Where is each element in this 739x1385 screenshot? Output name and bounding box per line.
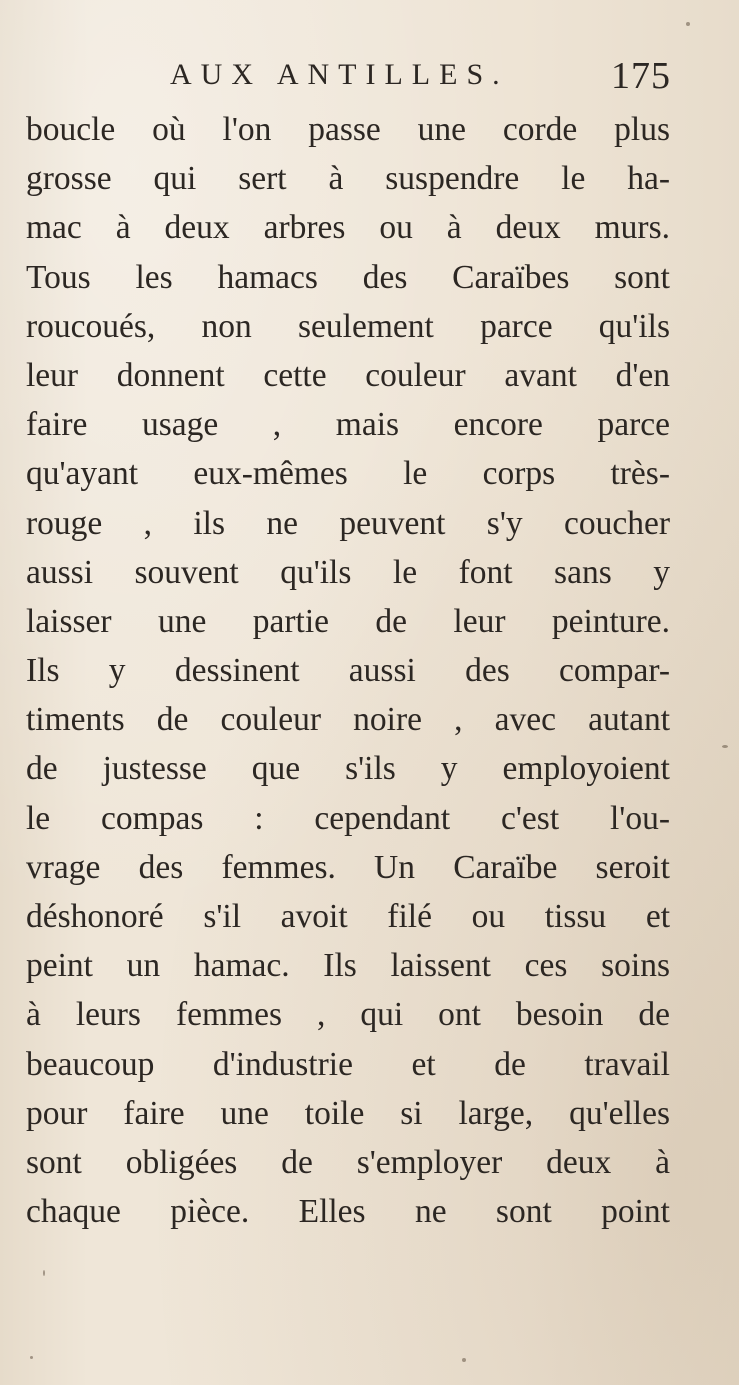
text-line: pour faire une toile si large, qu'elles <box>26 1094 670 1132</box>
paper-speck <box>686 22 690 26</box>
text-line: qu'ayant eux-mêmes le corps très- <box>26 455 670 493</box>
text-line: sont obligées de s'employer deux à <box>26 1143 670 1181</box>
text-line: Ils y dessinent aussi des compar- <box>26 652 670 690</box>
paper-speck <box>43 1270 45 1276</box>
text-line: grosse qui sert à suspendre le ha- <box>26 160 670 198</box>
page-header <box>0 48 739 108</box>
running-title: AUX ANTILLES. <box>170 58 509 91</box>
text-line: beaucoup d'industrie et de travail <box>26 1045 670 1083</box>
text-line: aussi souvent qu'ils le font sans y <box>26 553 670 591</box>
text-line: déshonoré s'il avoit filé ou tissu et <box>26 898 670 935</box>
text-line: timents de couleur noire , avec autant <box>26 701 670 739</box>
page-number: 175 <box>611 55 671 97</box>
text-line: de justesse que s'ils y employoient <box>26 750 670 788</box>
text-line: faire usage , mais encore parce <box>26 406 670 444</box>
text-line: chaque pièce. Elles ne sont point <box>26 1193 670 1231</box>
text-line: rouge , ils ne peuvent s'y coucher <box>26 504 670 542</box>
body-text <box>26 105 670 1236</box>
text-line: peint un hamac. Ils laissent ces soins <box>26 947 670 985</box>
text-line: leur donnent cette couleur avant d'en <box>26 356 670 394</box>
paper-speck <box>722 745 728 748</box>
text-line: laisser une partie de leur peinture. <box>26 602 670 640</box>
text-line: Tous les hamacs des Caraïbes sont <box>26 258 670 296</box>
text-line: vrage des femmes. Un Caraïbe seroit <box>26 848 670 886</box>
text-line: boucle où l'on passe une corde plus <box>26 111 670 148</box>
text-line: roucoués, non seulement parce qu'ils <box>26 307 670 345</box>
text-line: à leurs femmes , qui ont besoin de <box>26 996 670 1034</box>
text-line: mac à deux arbres ou à deux murs. <box>26 209 670 247</box>
paper-speck <box>30 1356 33 1359</box>
text-line: le compas : cependant c'est l'ou- <box>26 799 670 837</box>
paper-speck <box>462 1358 466 1362</box>
